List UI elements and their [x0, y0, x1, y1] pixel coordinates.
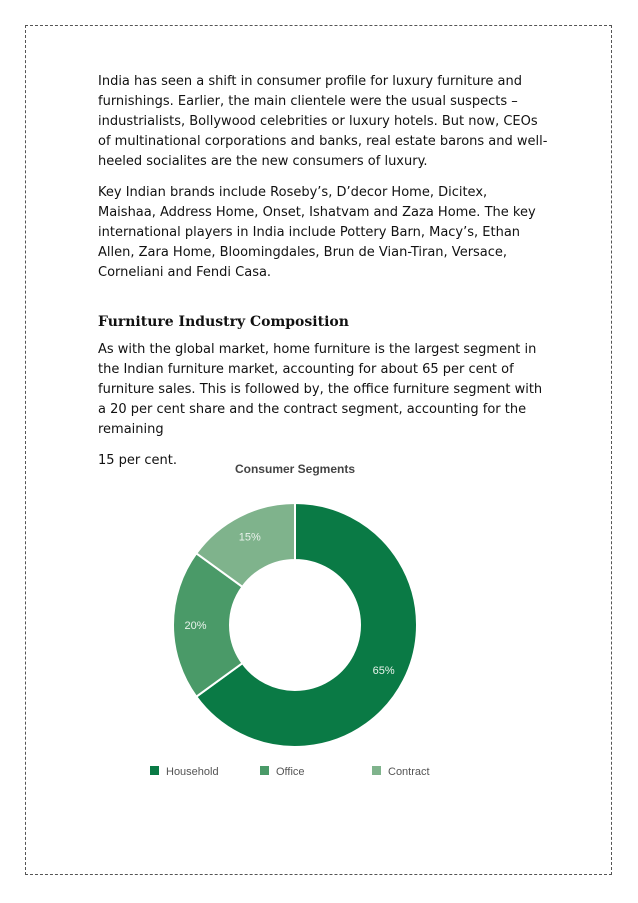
brands-paragraph: Key Indian brands include Roseby’s, D’decor Home, Dicitex, Maishaa, Address Home, Onset, Ishatvam and Zaza Home. The key international players in India include Pottery Barn, Macy’s, Ethan Allen, Zara Home, Bloomingdales, Brun de Vian-Tiran, Versace, Corneliani and Fendi Casa.: [98, 185, 536, 280]
section-heading: Furniture Industry Composition: [98, 314, 349, 330]
legend-swatch-office: [260, 766, 269, 775]
slice-label-office: 20%: [184, 620, 207, 632]
legend-item-household: [150, 766, 219, 778]
legend-swatch-household: [150, 766, 159, 775]
legend-label-contract: Contract: [388, 766, 430, 778]
slice-label-contract: 15%: [238, 531, 261, 544]
legend-swatch-contract: [372, 766, 381, 775]
intro-paragraph: India has seen a shift in consumer profile for luxury furniture and furnishings. Earlier, the main clientele were the usual suspects – industrialists, Bollywood celebrities or luxury hotels. But now, CEOs of multinational corporations and banks, real estate barons and well-heeled socialites are the new consumers of luxury.: [98, 74, 548, 169]
legend-label-office: Office: [276, 766, 305, 778]
document-body: [98, 72, 548, 482]
slice-label-household: 65%: [372, 665, 395, 678]
legend-label-household: Household: [166, 766, 219, 778]
composition-paragraph: As with the global market, home furniture is the largest segment in the Indian furniture market, accounting for about 65 per cent of furniture sales. This is followed by, the office furniture segment with a 20 per cent share and the contract segment, accounting for the remaining: [98, 342, 543, 437]
chart-svg: [130, 455, 460, 795]
chart-title: Consumer Segments: [234, 462, 356, 476]
legend-item-contract: [372, 766, 430, 778]
legend-item-office: [260, 766, 305, 778]
consumer-segments-chart: [130, 455, 460, 795]
composition-paragraph-end: 15 per cent.: [98, 453, 178, 468]
